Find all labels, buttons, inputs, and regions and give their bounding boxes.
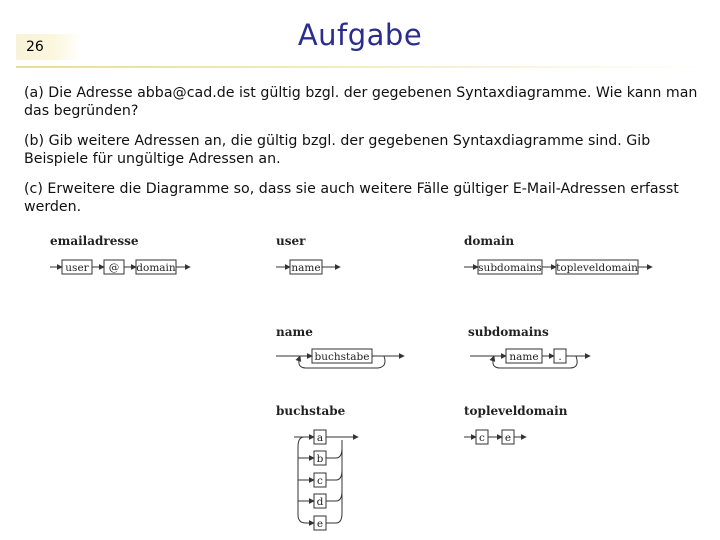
- label-subdomains: subdomains: [468, 325, 549, 339]
- diagram-topleveldomain: [464, 430, 526, 444]
- label-domain: domain: [464, 234, 515, 248]
- text-c: c: [317, 475, 323, 487]
- text-at: @: [108, 262, 120, 274]
- text-user: user: [65, 262, 89, 274]
- text-e: e: [316, 518, 324, 530]
- task-b: (b) Gib weitere Adressen an, die gültig bzgl. der gegebenen Syntaxdiagramme sind. Gib Beispiele für ungültige Adressen an.: [24, 133, 651, 167]
- label-buchstabe: buchstabe: [276, 404, 346, 418]
- task-a: (a) Die Adresse abba@cad.de ist gültig bzgl. der gegebenen Syntaxdiagramme. Wie kann man das begründen?: [24, 85, 698, 119]
- label-user: user: [276, 234, 306, 248]
- text-b: b: [316, 453, 324, 465]
- text-subdomains: subdomains: [478, 262, 542, 274]
- text-dot: .: [558, 351, 562, 363]
- page-number: 26: [16, 34, 82, 60]
- text-domain: domain: [136, 262, 176, 274]
- text-tld-c: c: [479, 432, 485, 444]
- text-topleveldomain: topleveldomain: [556, 262, 638, 274]
- diagram-buchstabe: [294, 430, 358, 530]
- text-name-sub: name: [509, 351, 539, 363]
- label-topleveldomain: topleveldomain: [464, 404, 568, 418]
- text-name: name: [291, 262, 321, 274]
- label-emailadresse: emailadresse: [50, 234, 139, 248]
- text-tld-e: e: [504, 432, 512, 444]
- slide-title: Aufgabe: [297, 18, 423, 52]
- text-a: a: [316, 432, 324, 444]
- task-c: (c) Erweitere die Diagramme so, dass sie auch weitere Fälle gültiger E-Mail-Adressen erfasst werden.: [24, 181, 679, 215]
- label-name: name: [276, 325, 313, 339]
- text-buchstabe: buchstabe: [314, 351, 370, 363]
- text-d: d: [316, 496, 324, 508]
